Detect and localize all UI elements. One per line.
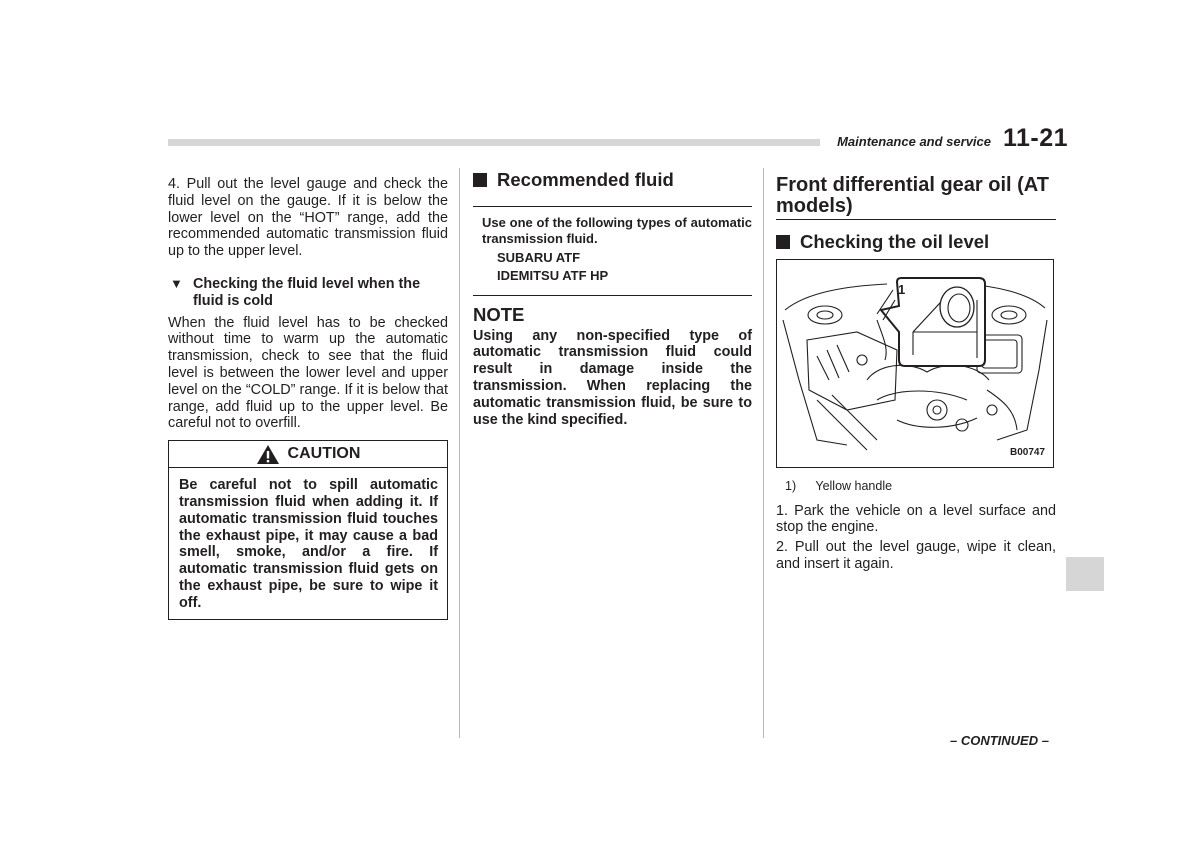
left-column [168, 176, 448, 620]
section-title: Maintenance and service [837, 134, 991, 149]
fluid-item: IDEMITSU ATF HP [497, 268, 609, 284]
caution-header [169, 441, 447, 468]
figure-id: B00747 [1009, 447, 1045, 458]
right-column [776, 172, 1056, 576]
fluid-list [473, 207, 752, 295]
step-4-text: 4. Pull out the level gauge and check the fluid level on the gauge. If it is below the lower level on the “HOT” range, add the recommended automatic transmission fluid up to the upper level. [168, 176, 448, 260]
square-bullet-icon [473, 173, 487, 187]
engine-bay-illustration [777, 260, 1053, 467]
fluid-intro: Use one of the following types of automatic transmission fluid. [482, 214, 752, 247]
caption-number: 1) [785, 478, 797, 493]
caution-text: Be careful not to spill automatic transmission fluid when adding it. If automatic transmission fluid touches the exhaust pipe, it may cause a bad smell, smoke, and/or a fire. If automatic transmission fluid gets on the exhaust pipe, be sure to wipe it off. [179, 477, 438, 611]
figure-caption [785, 478, 1056, 495]
cold-check-text: When the fluid level has to be checked without time to warm up the automatic transmission, check to see that the fluid level is between the lower level and upper level on the “COLD” range. If it is below that range, add fluid up to the upper level. Be careful not to overfill. [168, 314, 448, 432]
column-divider [459, 168, 460, 738]
note-text: Using any non-specified type of automatic transmission fluid could result in damage inside the transmission. When replacing the automatic transmission fluid, be sure to use the kind specified. [473, 327, 752, 428]
recommended-fluid-heading [473, 169, 752, 206]
caution-title: CAUTION [287, 444, 361, 462]
section-heading: Front differential gear oil (AT models) [776, 175, 1056, 220]
engine-bay-figure [776, 259, 1054, 468]
step-2-text: 2. Pull out the level gauge, wipe it clean, and insert it again. [776, 539, 1056, 572]
header-bar [168, 139, 820, 146]
warning-triangle-icon [256, 444, 280, 465]
square-bullet-icon [776, 235, 790, 249]
middle-column [473, 169, 752, 428]
divider [473, 295, 752, 296]
subheading-text: Checking the fluid level when the fluid is cold [193, 275, 421, 309]
triangle-down-icon: ▼ [170, 275, 183, 291]
note-title: NOTE [473, 303, 525, 325]
fluid-item: SUBARU ATF [497, 249, 581, 265]
page-number: 11-21 [1003, 124, 1069, 152]
caution-box [168, 440, 448, 619]
heading-text: Recommended fluid [497, 169, 674, 190]
continued-label: – CONTINUED – [950, 733, 1049, 748]
step-1-text: 1. Park the vehicle on a level surface and stop the engine. [776, 502, 1056, 536]
heading-text: Checking the oil level [800, 231, 990, 252]
chapter-tab-marker [1066, 557, 1104, 591]
checking-oil-level-heading [776, 231, 1056, 252]
callout-number: 1 [898, 281, 906, 297]
caption-text: Yellow handle [815, 478, 893, 493]
subheading-cold-fluid [168, 276, 448, 310]
column-divider [763, 168, 764, 738]
